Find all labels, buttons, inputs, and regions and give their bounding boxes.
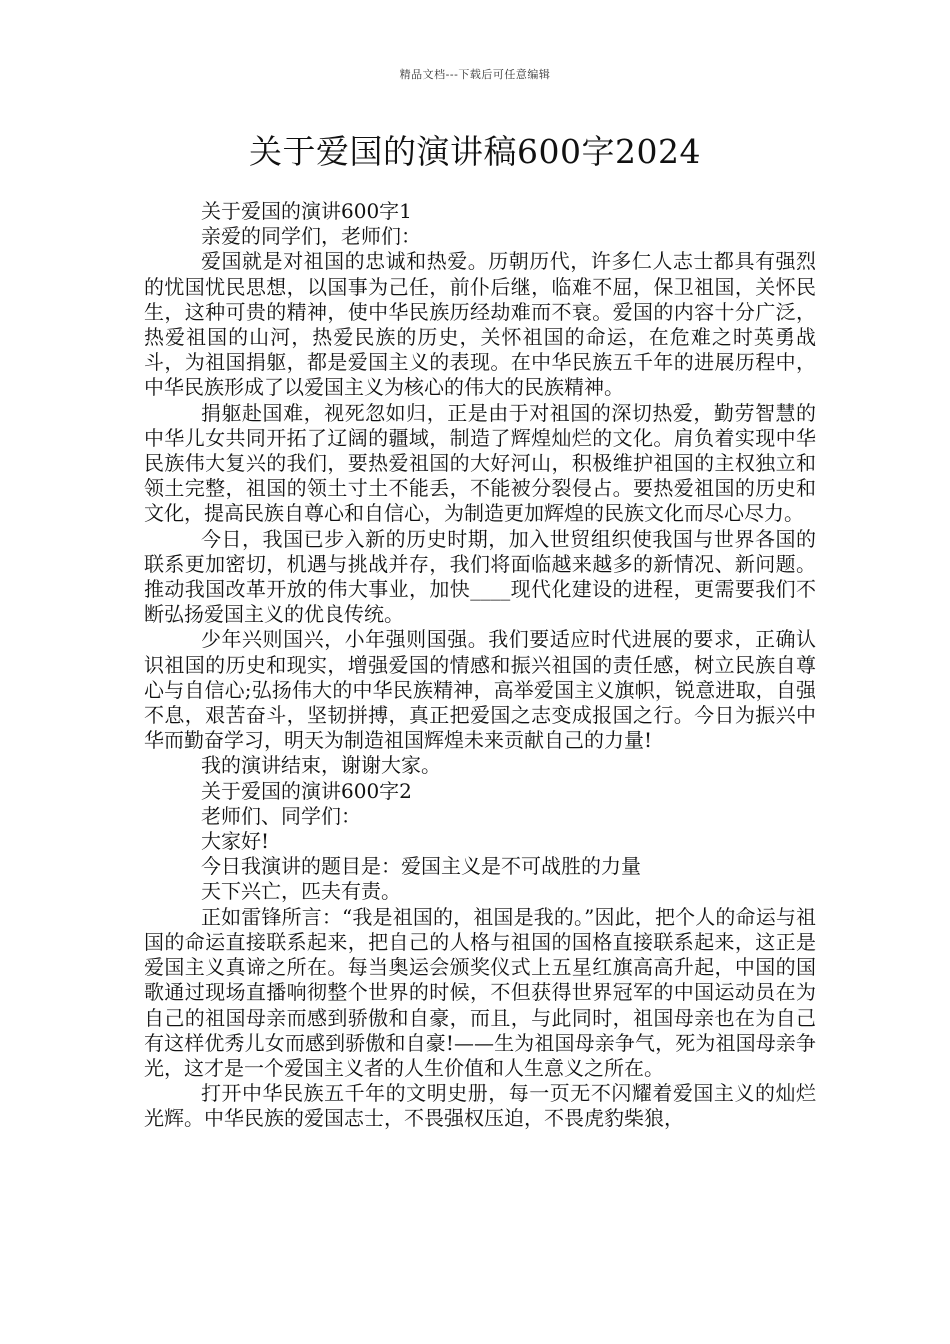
section-heading-1: 关于爱国的演讲600字1 xyxy=(201,199,412,223)
salutation: 老师们、同学们： xyxy=(201,803,361,828)
speech-topic: 今日我演讲的题目是：爱国主义是不可战胜的力量 xyxy=(201,854,641,879)
body-paragraph: 正如雷锋所言：“我是祖国的，祖国是我的。”因此，把个人的命运与祖国的命运直接联系起来，把自己的人格与祖国的国格直接联系起来，这正是爱国主义真谛之所在。每当奥运会颁奖仪式上五星红旗高高升起，中国的国歌通过现场直播响彻整个世界的时候，不但获得世界冠军的中国运动员在为自己的祖国母亲而感到骄傲和自豪，而且，与此同时，祖国母亲也在为自己有这样优秀儿女而感到骄傲和自豪!——生为祖国母亲争气，死为祖国母亲争光，这才是一个爱国主义者的人生价值和人生意义之所在。 xyxy=(144,904,816,1080)
document-body xyxy=(144,199,816,1132)
header-note: 精品文档---下载后可任意编辑 xyxy=(399,68,551,81)
body-paragraph: 捐躯赴国难，视死忽如归，正是由于对祖国的深切热爱，勤劳智慧的中华儿女共同开拓了辽阔的疆域，制造了辉煌灿烂的文化。肩负着实现中华民族伟大复兴的我们，要热爱祖国的大好河山，积极维护祖国的主权独立和领土完整，祖国的领土寸土不能丢，不能被分裂侵占。要热爱祖国的历史和文化，提高民族自尊心和自信心，为制造更加辉煌的民族文化而尽心尽力。 xyxy=(144,400,816,526)
body-paragraph: 打开中华民族五千年的文明史册，每一页无不闪耀着爱国主义的灿烂光辉。中华民族的爱国志士，不畏强权压迫，不畏虎豹柴狼， xyxy=(144,1081,816,1131)
salutation: 亲爱的同学们，老师们： xyxy=(201,224,421,249)
body-paragraph: 少年兴则国兴，小年强则国强。我们要适应时代进展的要求，正确认识祖国的历史和现实，增强爱国的情感和振兴祖国的责任感，树立民族自尊心与自信心;弘扬伟大的中华民族精神，高举爱国主义旗帜，锐意进取，自强不息，艰苦奋斗，坚韧拼搏，真正把爱国之志变成报国之行。今日为振兴中华而勤奋学习，明天为制造祖国辉煌未来贡献自己的力量! xyxy=(144,627,816,753)
section-heading-2: 关于爱国的演讲600字2 xyxy=(201,778,412,803)
body-paragraph: 今日，我国已步入新的历史时期，加入世贸组织使我国与世界各国的联系更加密切，机遇与挑战并存，我们将面临越来越多的新情况、新问题。推动我国改革开放的伟大事业，加快____现代化建设的进程，更需要我们不断弘扬爱国主义的优良传统。 xyxy=(144,526,816,627)
body-paragraph: 爱国就是对祖国的忠诚和热爱。历朝历代，许多仁人志士都具有强烈的忧国忧民思想，以国事为己任，前仆后继，临难不屈，保卫祖国，关怀民生，这种可贵的精神，使中华民族历经劫难而不衰。爱国的内容十分广泛，热爱祖国的山河，热爱民族的历史，关怀祖国的命运，在危难之时英勇战斗，为祖国捐躯，都是爱国主义的表现。在中华民族五千年的进展历程中，中华民族形成了以爱国主义为核心的伟大的民族精神。 xyxy=(144,249,816,400)
closing-line: 我的演讲结束，谢谢大家。 xyxy=(201,753,441,778)
document-title: 关于爱国的演讲稿600字2024 xyxy=(249,132,701,171)
quote-line: 天下兴亡，匹夫有责。 xyxy=(201,879,401,904)
greeting: 大家好! xyxy=(201,829,270,854)
